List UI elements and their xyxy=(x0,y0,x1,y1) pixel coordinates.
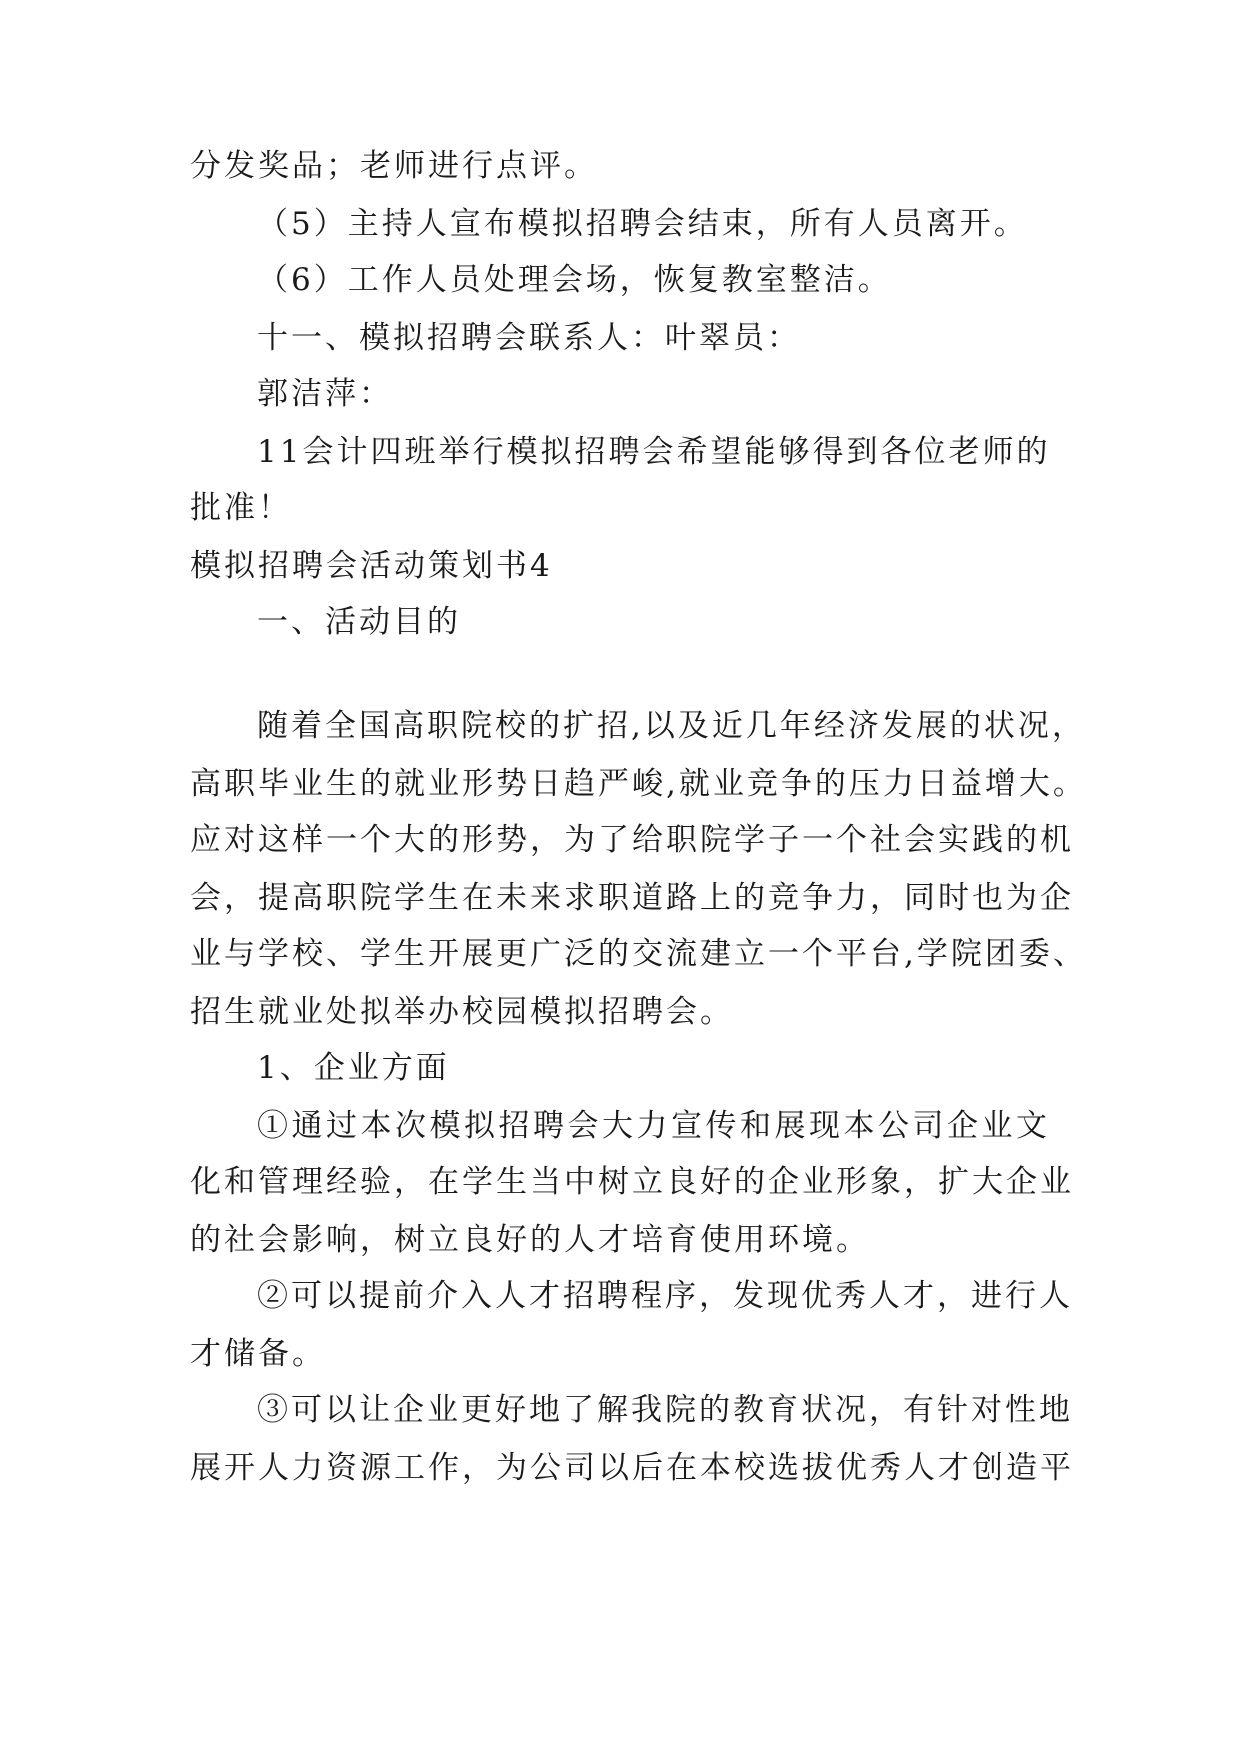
item-2-line-2: 才储备。 xyxy=(190,1336,326,1372)
item-2-line-1: ②可以提前介入人才招聘程序，发现优秀人才，进行人 xyxy=(257,1278,1073,1314)
paragraph-line-2: 高职毕业生的就业形势日趋严峻,就业竞争的压力日益增大。 xyxy=(190,766,1087,802)
text-line-7: 批准！ xyxy=(190,490,292,526)
item-1-line-2: 化和管理经验，在学生当中树立良好的企业形象，扩大企业 xyxy=(190,1164,1074,1200)
item-1-line-3: 的社会影响，树立良好的人才培育使用环境。 xyxy=(190,1222,870,1258)
item-3-line-2: 展开人力资源工作，为公司以后在本校选拔优秀人才创造平 xyxy=(190,1450,1074,1486)
document-title: 模拟招聘会活动策划书4 xyxy=(190,548,553,584)
section-heading-contacts: 十一、模拟招聘会联系人：叶翠员： xyxy=(257,320,801,356)
paragraph-line-3: 应对这样一个大的形势，为了给职院学子一个社会实践的机 xyxy=(190,822,1074,858)
paragraph-line-4: 会，提高职院学生在未来求职道路上的竞争力，同时也为企 xyxy=(190,880,1074,916)
paragraph-line-5: 业与学校、学生开展更广泛的交流建立一个平台,学院团委、 xyxy=(190,936,1087,972)
paragraph-line-1: 随着全国高职院校的扩招,以及近几年经济发展的状况， xyxy=(257,708,1086,744)
item-1-line-1: ①通过本次模拟招聘会大力宣传和展现本公司企业文 xyxy=(257,1108,1050,1144)
text-line-2: （5）主持人宣布模拟招聘会结束，所有人员离开。 xyxy=(257,206,1028,242)
text-line-3: （6）工作人员处理会场，恢复教室整洁。 xyxy=(257,262,892,298)
text-line-6: 11会计四班举行模拟招聘会希望能够得到各位老师的 xyxy=(257,434,1051,470)
item-3-line-1: ③可以让企业更好地了解我院的教育状况，有针对性地 xyxy=(257,1392,1073,1428)
paragraph-line-6: 招生就业处拟举办校园模拟招聘会。 xyxy=(190,994,734,1030)
text-line-1: 分发奖品；老师进行点评。 xyxy=(190,148,598,184)
text-line-5: 郭洁萍： xyxy=(257,376,393,412)
subheading-enterprise: 1、企业方面 xyxy=(257,1050,450,1086)
section-heading-purpose: 一、活动目的 xyxy=(257,604,461,640)
